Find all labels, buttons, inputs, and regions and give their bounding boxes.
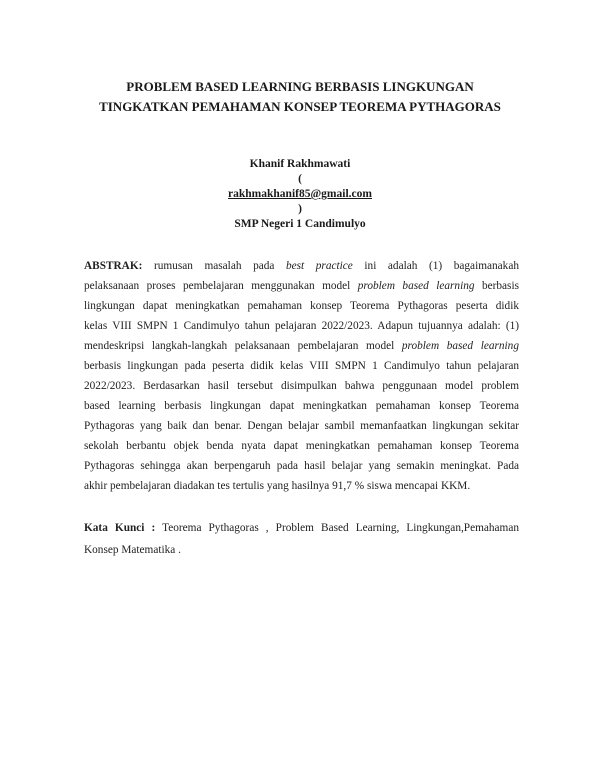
author-block [40,157,560,232]
title-line-2: TINGKATKAN PEMAHAMAN KONSEP TEOREMA PYTHAGORAS [99,99,501,114]
abstract-line-3: lingkungan dapat meningkatkan pemahaman konsep Teorema Pythagoras peserta didik [84,300,519,312]
author-name: Khanif Rakhmawati [249,158,351,170]
abstract-label: ABSTRAK: [84,260,143,272]
paper-title [40,77,560,117]
author-email-link[interactable]: rakhmakhanif85@gmail.com [228,188,372,200]
abstract-line-7: 2022/2023. Berdasarkan hasil tersebut disimpulkan bahwa penggunaan model problem [84,380,519,392]
abstract-italic: problem based learning [401,340,519,352]
author-affiliation: SMP Negeri 1 Candimulyo [234,218,366,230]
paren-close: ) [298,203,302,215]
keywords-label: Kata Kunci : [84,522,156,534]
keywords-line-1 [84,517,519,539]
keywords-section [84,517,519,561]
abstract-line-1 [84,256,519,276]
abstract-line-6: berbasis lingkungan pada peserta didik kelas VIII SMPN 1 Candimulyo tahun pelajaran [84,360,519,372]
keywords-line-2: Konsep Matematika . [84,544,181,556]
paren-open: ( [298,173,302,185]
abstract-line-12: akhir pembelajaran diadakan tes tertulis yang hasilnya 91,7 % siswa mencapai KKM. [84,480,471,492]
abstract-line-2 [84,276,519,296]
abstract-text: berbasis [474,280,519,292]
abstract-line-11: Pythagoras sehingga akan berpengaruh pada hasil belajar yang semakin meningkat. Pada [84,460,519,472]
abstract-italic: best practice [286,260,353,272]
abstract-line-10: sekolah berbantu objek benda nyata dapat meningkatkan pemahaman konsep Teorema [84,440,519,452]
abstract-line-9: Pythagoras yang baik dan benar. Dengan belajar sambil memanfaatkan lingkungan sekitar [84,420,519,432]
abstract-line-5 [84,336,519,356]
abstract-text: ini adalah (1) bagaimanakah [352,260,519,272]
abstract-text: pelaksanaan proses pembelajaran menggunakan model [84,280,358,292]
abstract-italic: problem based learning [357,280,475,292]
abstract-line-4: kelas VIII SMPN 1 Candimulyo tahun pelajaran 2022/2023. Adapun tujuannya adalah: (1) [84,320,519,332]
abstract-text: rumusan masalah pada [142,260,286,272]
abstract-section [84,256,519,496]
abstract-text: mendeskripsi langkah-langkah pelaksanaan pembelajaran model [84,340,402,352]
title-line-1: PROBLEM BASED LEARNING BERBASIS LINGKUNGAN [126,79,474,94]
author-email-line [40,172,560,217]
abstract-line-8: based learning berbasis lingkungan dapat meningkatkan pemahaman konsep Teorema [84,400,519,412]
keywords-text: Teorema Pythagoras , Problem Based Learning, Lingkungan,Pemahaman [155,522,519,534]
